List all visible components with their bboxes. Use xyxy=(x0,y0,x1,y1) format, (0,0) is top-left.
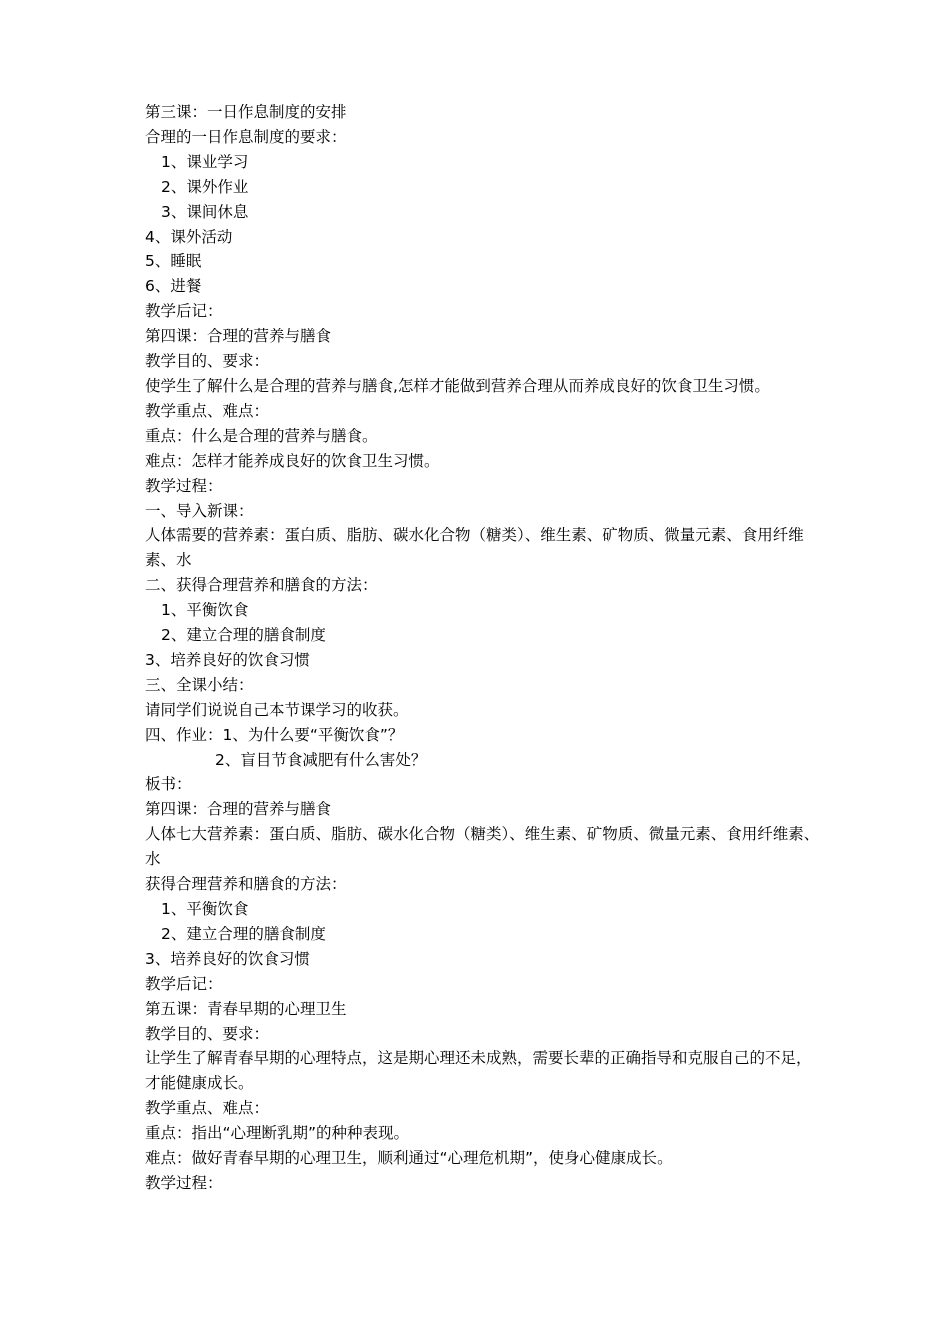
teaching-notes-label: 教学后记： xyxy=(145,974,223,993)
section-summary-heading: 三、全课小结： xyxy=(145,675,254,694)
list-item: 5、睡眠 xyxy=(145,252,202,271)
key-point-text: 重点：指出“心理断乳期”的种种表现。 xyxy=(145,1124,410,1143)
objectives-heading: 教学目的、要求： xyxy=(145,352,270,371)
objectives-text: 使学生了解什么是合理的营养与膳食,怎样才能做到营养合理从而养成良好的饮食卫生习惯。 xyxy=(145,376,770,395)
objectives-text: 让学生了解青春早期的心理特点，这是期心理还未成熟，需要长辈的正确指导和克服自己的不足，才能健康成长。 xyxy=(145,1049,812,1093)
nutrients-text: 人体需要的营养素：蛋白质、脂肪、碳水化合物（糖类）、维生素、矿物质、微量元素、食用纤维素、水 xyxy=(145,526,804,570)
process-heading: 教学过程： xyxy=(145,1173,223,1192)
section-methods-heading: 二、获得合理营养和膳食的方法： xyxy=(145,576,378,595)
lesson4-title: 第四课：合理的营养与膳食 xyxy=(145,327,332,346)
process-heading: 教学过程： xyxy=(145,476,223,495)
homework-line: 2、盲目节食减肥有什么害处？ xyxy=(215,750,427,769)
board-methods-heading: 获得合理营养和膳食的方法： xyxy=(145,875,347,894)
list-item: 2、建立合理的膳食制度 xyxy=(161,626,326,645)
list-item: 4、课外活动 xyxy=(145,227,233,246)
list-item: 2、建立合理的膳食制度 xyxy=(161,924,326,943)
teaching-notes-label: 教学后记： xyxy=(145,302,223,321)
summary-text: 请同学们说说自己本节课学习的收获。 xyxy=(145,700,409,719)
document-body xyxy=(145,100,825,1196)
list-item: 1、平衡饮食 xyxy=(161,601,249,620)
list-item: 3、课间休息 xyxy=(161,202,249,221)
board-label: 板书： xyxy=(145,775,192,794)
section-intro-heading: 一、导入新课： xyxy=(145,501,254,520)
difficulty-text: 难点：做好青春早期的心理卫生，顺利通过“心理危机期”，使身心健康成长。 xyxy=(145,1149,673,1168)
objectives-heading: 教学目的、要求： xyxy=(145,1024,270,1043)
key-points-heading: 教学重点、难点： xyxy=(145,1099,270,1118)
board-lesson4-title: 第四课：合理的营养与膳食 xyxy=(145,800,332,819)
list-item: 3、培养良好的饮食习惯 xyxy=(145,949,310,968)
key-points-heading: 教学重点、难点： xyxy=(145,401,270,420)
key-point-text: 重点：什么是合理的营养与膳食。 xyxy=(145,426,378,445)
list-item: 1、课业学习 xyxy=(161,152,249,171)
lesson5-title: 第五课：青春早期的心理卫生 xyxy=(145,999,347,1018)
list-item: 1、平衡饮食 xyxy=(161,900,249,918)
list-item: 6、进餐 xyxy=(145,277,202,296)
list-item: 2、课外作业 xyxy=(161,177,249,196)
board-nutrients-text: 人体七大营养素：蛋白质、脂肪、碳水化合物（糖类）、维生素、矿物质、微量元素、食用纤维素、水 xyxy=(145,825,820,869)
difficulty-text: 难点：怎样才能养成良好的饮食卫生习惯。 xyxy=(145,451,440,470)
list-item: 3、培养良好的饮食习惯 xyxy=(145,650,310,669)
homework-line: 四、作业：1、为什么要“平衡饮食”？ xyxy=(145,725,404,744)
schedule-requirements-heading: 合理的一日作息制度的要求： xyxy=(145,127,347,146)
lesson3-title: 第三课：一日作息制度的安排 xyxy=(145,103,347,121)
